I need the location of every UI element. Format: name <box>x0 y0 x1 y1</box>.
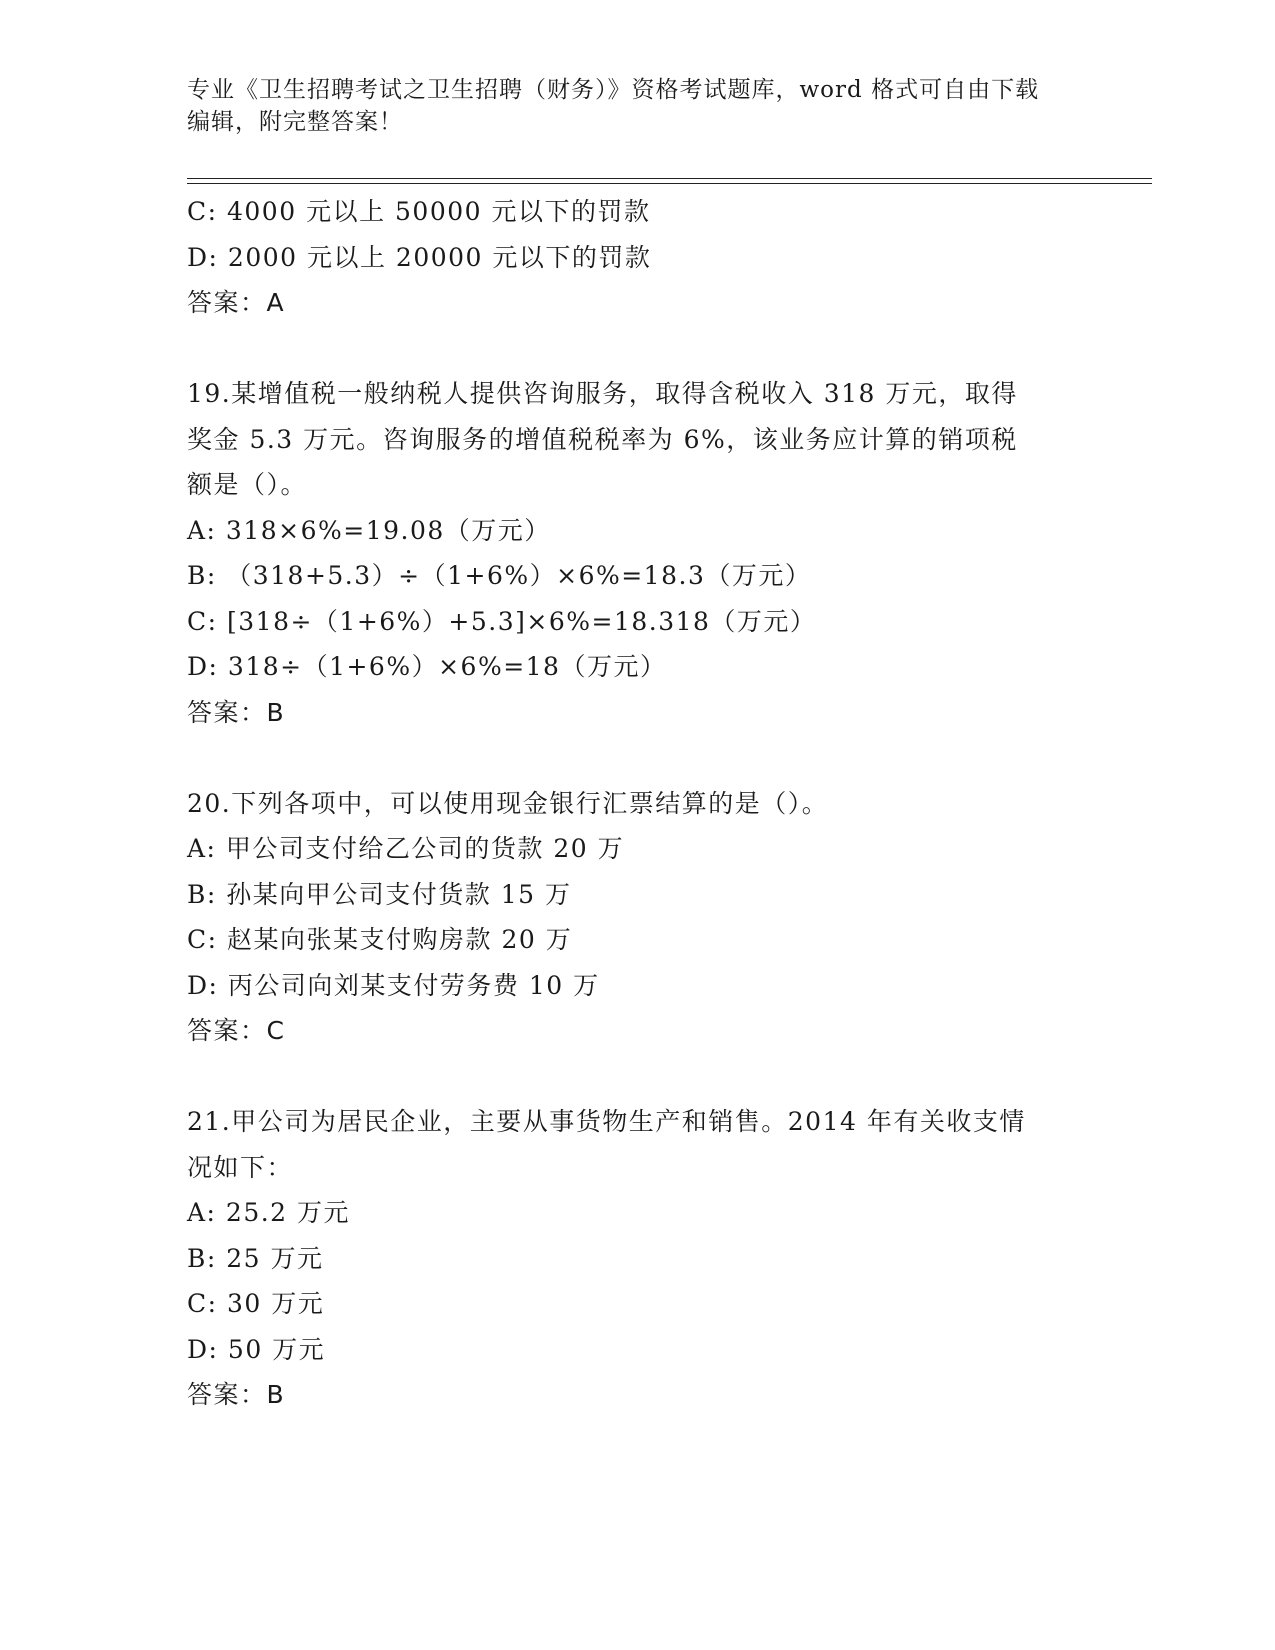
option-c: C: 4000 元以上 50000 元以下的罚款 <box>187 197 651 226</box>
option-c: C: [318÷（1+6%）+5.3]×6%=18.318（万元） <box>187 606 817 636</box>
question-20 <box>187 781 1087 1054</box>
question-stem-line: 20.下列各项中，可以使用现金银行汇票结算的是（）。 <box>187 788 829 818</box>
question-stem-line: 21.甲公司为居民企业，主要从事货物生产和销售。2014 年有关收支情 <box>187 1107 1026 1136</box>
document-header <box>187 74 1087 138</box>
option-b: B: 孙某向甲公司支付货款 15 万 <box>187 879 572 909</box>
option-a: A: 甲公司支付给乙公司的货款 20 万 <box>187 834 625 863</box>
header-divider-bottom <box>187 183 1152 184</box>
answer-line: 答案：A <box>187 288 286 317</box>
option-b: B: 25 万元 <box>187 1243 324 1273</box>
option-d: D: 50 万元 <box>187 1334 326 1364</box>
question-stem-line: 奖金 5.3 万元。咨询服务的增值税税率为 6%，该业务应计算的销项税 <box>187 424 1018 454</box>
header-line-1: 专业《卫生招聘考试之卫生招聘（财务）》资格考试题库，word 格式可自由下载 <box>187 77 1040 103</box>
header-line-2: 编辑，附完整答案！ <box>187 109 403 135</box>
option-c: C: 赵某向张某支付购房款 20 万 <box>187 925 573 954</box>
question-stem-line: 19.某增值税一般纳税人提供咨询服务，取得含税收入 318 万元，取得 <box>187 379 1018 408</box>
question-spacer <box>187 1054 1087 1100</box>
header-divider-top <box>187 178 1152 179</box>
question-19 <box>187 371 1087 735</box>
question-stem-line: 额是（）。 <box>187 470 308 499</box>
question-stem-line: 况如下： <box>187 1152 294 1182</box>
option-d: D: 丙公司向刘某支付劳务费 10 万 <box>187 970 600 1000</box>
option-a: A: 25.2 万元 <box>187 1198 351 1227</box>
answer-line: 答案：C <box>187 1016 286 1045</box>
question-21 <box>187 1099 1087 1418</box>
answer-line: 答案：B <box>187 697 286 727</box>
option-b: B: （318+5.3）÷（1+6%）×6%=18.3（万元） <box>187 561 812 590</box>
question-18-tail <box>187 189 1087 326</box>
option-d: D: 318÷（1+6%）×6%=18（万元） <box>187 652 667 681</box>
option-d: D: 2000 元以上 20000 元以下的罚款 <box>187 242 652 272</box>
option-c: C: 30 万元 <box>187 1289 325 1318</box>
question-list <box>187 189 1087 1418</box>
answer-line: 答案：B <box>187 1380 286 1409</box>
question-spacer <box>187 326 1087 372</box>
question-spacer <box>187 735 1087 781</box>
option-a: A: 318×6%=19.08（万元） <box>187 515 551 545</box>
